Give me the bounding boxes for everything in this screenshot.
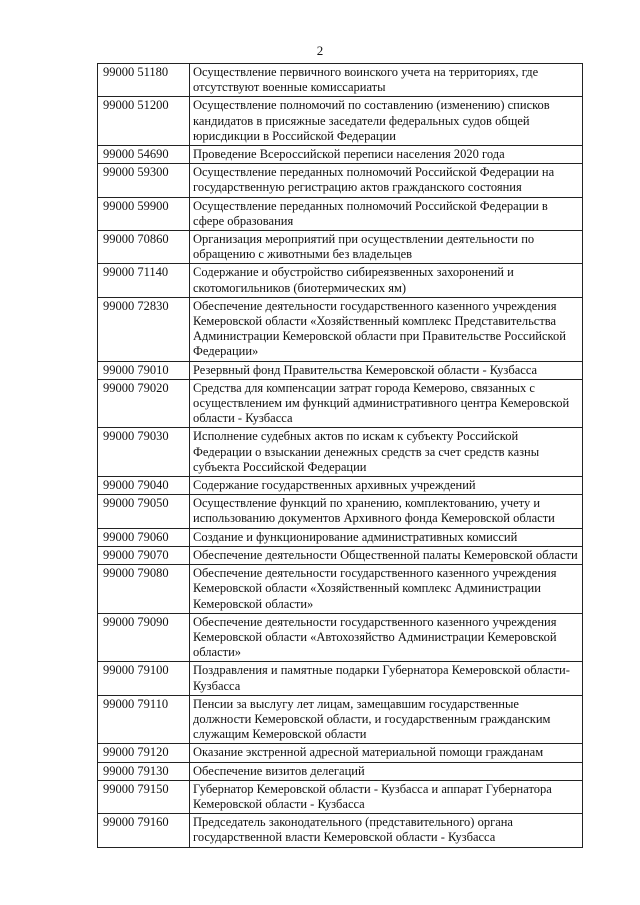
- table-row: [98, 762, 583, 780]
- row-description: Оказание экстренной адресной материальной помощи гражданам: [190, 744, 583, 762]
- row-code: 99000 79020: [98, 379, 190, 428]
- table-row: [98, 662, 583, 695]
- table-row: [98, 146, 583, 164]
- row-description: Осуществление первичного воинского учета на территориях, где отсутствуют военные комиссариаты: [190, 64, 583, 97]
- table-row: [98, 428, 583, 477]
- row-description: Проведение Всероссийской переписи населения 2020 года: [190, 146, 583, 164]
- row-code: 99000 79030: [98, 428, 190, 477]
- row-description: Обеспечение деятельности государственного казенного учреждения Кемеровской области «Автохозяйство Администрации Кемеровской области»: [190, 613, 583, 662]
- row-code: 99000 79160: [98, 814, 190, 847]
- row-description: Содержание государственных архивных учреждений: [190, 477, 583, 495]
- row-description: Исполнение судебных актов по искам к субъекту Российской Федерации о взыскании денежных средств за счет средств казны субъекта Российской Федерации: [190, 428, 583, 477]
- row-description: Губернатор Кемеровской области - Кузбасса и аппарат Губернатора Кемеровской области - Кузбасса: [190, 780, 583, 813]
- table-row: [98, 164, 583, 197]
- table-row: [98, 231, 583, 264]
- row-code: 99000 79050: [98, 495, 190, 528]
- row-description: Обеспечение деятельности государственного казенного учреждения Кемеровской области «Хозяйственный комплекс Администрации Кемеровской области»: [190, 565, 583, 614]
- row-description: Осуществление переданных полномочий Российской Федерации в сфере образования: [190, 197, 583, 230]
- row-description: Создание и функционирование административных комиссий: [190, 528, 583, 546]
- table-row: [98, 477, 583, 495]
- table-row: [98, 780, 583, 813]
- row-code: 99000 79090: [98, 613, 190, 662]
- row-description: Содержание и обустройство сибиреязвенных захоронений и скотомогильников (биотермических ям): [190, 264, 583, 297]
- table-row: [98, 744, 583, 762]
- row-code: 99000 79070: [98, 546, 190, 564]
- budget-codes-table: [97, 63, 583, 848]
- row-code: 99000 51200: [98, 97, 190, 146]
- table-row: [98, 495, 583, 528]
- table-row: [98, 613, 583, 662]
- row-description: Пенсии за выслугу лет лицам, замещавшим государственные должности Кемеровской области, и государственным гражданским служащим Кемеровской области: [190, 695, 583, 744]
- row-code: 99000 71140: [98, 264, 190, 297]
- row-description: Осуществление функций по хранению, комплектованию, учету и использованию документов Архивного фонда Кемеровской области: [190, 495, 583, 528]
- row-code: 99000 79110: [98, 695, 190, 744]
- table-row: [98, 264, 583, 297]
- row-description: Обеспечение визитов делегаций: [190, 762, 583, 780]
- table-row: [98, 197, 583, 230]
- table-row: [98, 97, 583, 146]
- table-row: [98, 565, 583, 614]
- row-description: Председатель законодательного (представительного) органа государственной власти Кемеровской области - Кузбасса: [190, 814, 583, 847]
- row-code: 99000 79130: [98, 762, 190, 780]
- page-number: 2: [316, 43, 324, 58]
- row-code: 99000 79040: [98, 477, 190, 495]
- row-code: 99000 59900: [98, 197, 190, 230]
- row-code: 99000 70860: [98, 231, 190, 264]
- row-description: Поздравления и памятные подарки Губернатора Кемеровской области-Кузбасса: [190, 662, 583, 695]
- table-row: [98, 297, 583, 361]
- row-description: Осуществление переданных полномочий Российской Федерации на государственную регистрацию актов гражданского состояния: [190, 164, 583, 197]
- table-body: [98, 64, 583, 848]
- row-description: Резервный фонд Правительства Кемеровской области - Кузбасса: [190, 361, 583, 379]
- row-code: 99000 79120: [98, 744, 190, 762]
- row-description: Организация мероприятий при осуществлении деятельности по обращению с животными без владельцев: [190, 231, 583, 264]
- row-description: Обеспечение деятельности государственного казенного учреждения Кемеровской области «Хозяйственный комплекс Представительства Администрации Кемеровской области при Правительстве Российской Федерации»: [190, 297, 583, 361]
- row-description: Осуществление полномочий по составлению (изменению) списков кандидатов в присяжные заседатели федеральных судов общей юрисдикции в Российской Федерации: [190, 97, 583, 146]
- row-code: 99000 79010: [98, 361, 190, 379]
- row-description: Обеспечение деятельности Общественной палаты Кемеровской области: [190, 546, 583, 564]
- table-row: [98, 528, 583, 546]
- table-row: [98, 64, 583, 97]
- table-row: [98, 695, 583, 744]
- row-code: 99000 51180: [98, 64, 190, 97]
- row-description: Средства для компенсации затрат города Кемерово, связанных с осуществлением им функций административного центра Кемеровской области - Кузбасса: [190, 379, 583, 428]
- row-code: 99000 79100: [98, 662, 190, 695]
- row-code: 99000 72830: [98, 297, 190, 361]
- table-row: [98, 814, 583, 847]
- table-row: [98, 546, 583, 564]
- row-code: 99000 59300: [98, 164, 190, 197]
- row-code: 99000 54690: [98, 146, 190, 164]
- row-code: 99000 79080: [98, 565, 190, 614]
- row-code: 99000 79060: [98, 528, 190, 546]
- table-row: [98, 361, 583, 379]
- table-row: [98, 379, 583, 428]
- row-code: 99000 79150: [98, 780, 190, 813]
